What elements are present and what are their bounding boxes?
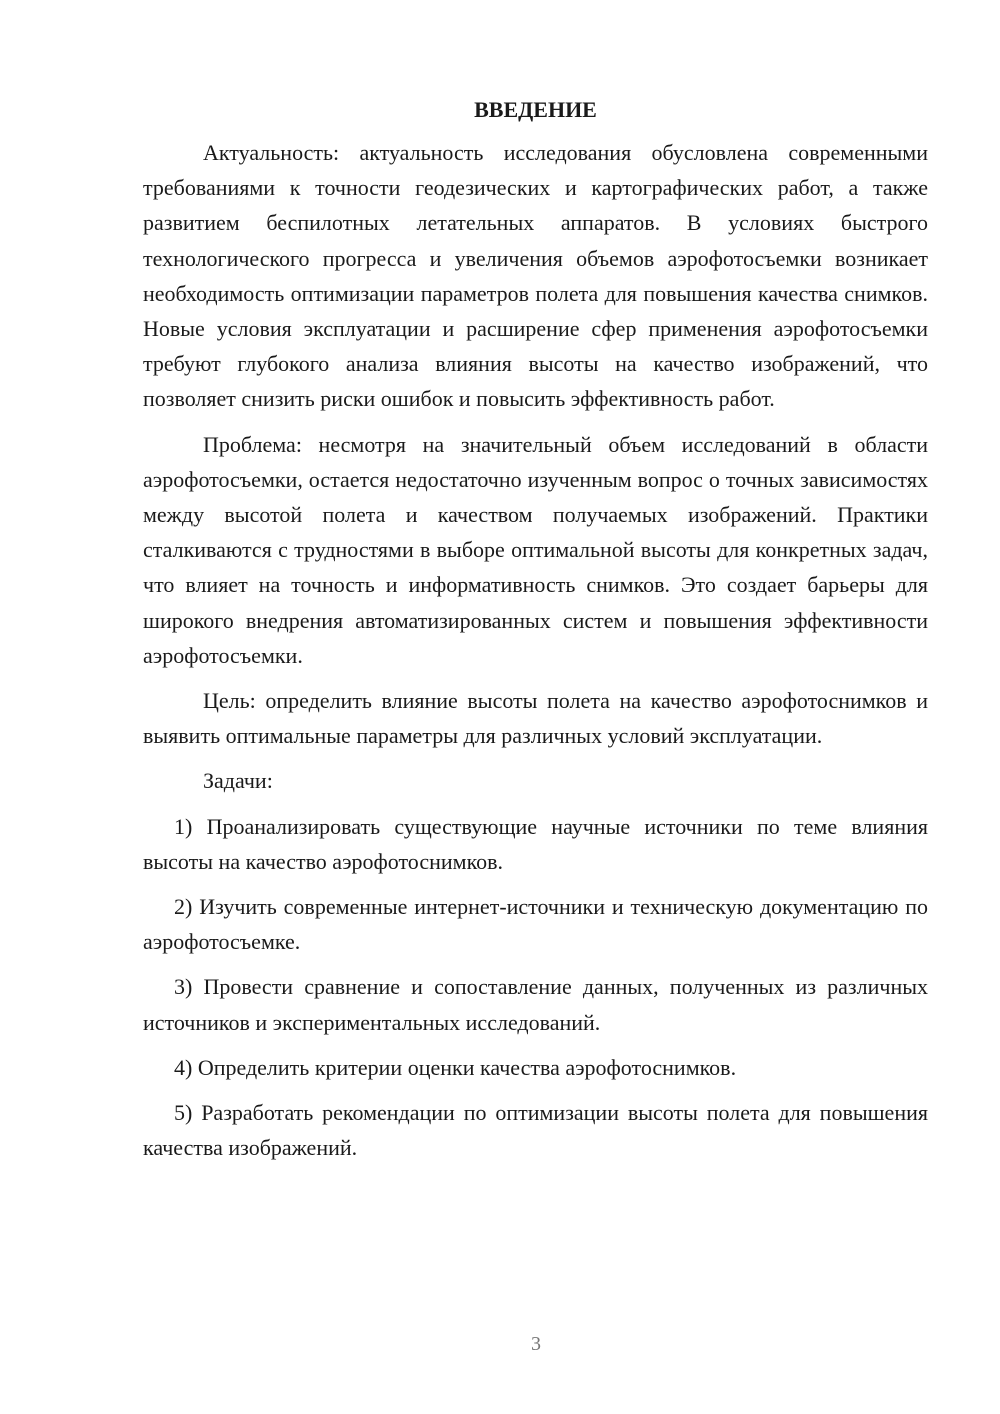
task-item: 2) Изучить современные интернет-источники и техническую документацию по аэрофотосъемке. (143, 894, 928, 955)
task-item: 5) Разработать рекомендации по оптимизации высоты полета для повышения качества изображений. (143, 1100, 928, 1161)
paragraph-relevance: Актуальность: актуальность исследования обусловлена современными требованиями к точности геодезических и картографических работ, а также развитием беспилотных летательных аппаратов. В условиях быстрого технологического прогресса и увеличения объемов аэрофотосъемки возникает необходимость оптимизации параметров полета для повышения качества снимков. Новые условия эксплуатации и расширение сфер применения аэрофотосъемки требуют глубокого анализа влияния высоты на качество изображений, что позволяет снизить риски ошибок и повысить эффективность работ. (143, 140, 928, 412)
paragraph-problem: Проблема: несмотря на значительный объем исследований в области аэрофотосъемки, остается недостаточно изученным вопрос о точных зависимостях между высотой полета и качеством получаемых изображений. Практики сталкиваются с трудностями в выборе оптимальной высоты для конкретных задач, что влияет на точность и информативность снимков. Это создает барьеры для широкого внедрения автоматизированных систем и повышения эффективности аэрофотосъемки. (143, 431, 928, 668)
task-item: 4) Определить критерии оценки качества аэрофотоснимков. (174, 1054, 737, 1080)
task-item: 1) Проанализировать существующие научные источники по теме влияния высоты на качество аэрофотоснимков. (143, 813, 928, 874)
paragraph-goal: Цель: определить влияние высоты полета на качество аэрофотоснимков и выявить оптимальные параметры для различных условий эксплуатации. (143, 688, 928, 749)
section-title: ВВЕДЕНИЕ (474, 97, 597, 122)
task-item: 3) Провести сравнение и сопоставление данных, полученных из различных источников и экспериментальных исследований. (143, 974, 928, 1035)
document-page (143, 96, 928, 1175)
tasks-heading: Задачи: (203, 768, 273, 794)
page-number: 3 (531, 1333, 541, 1355)
